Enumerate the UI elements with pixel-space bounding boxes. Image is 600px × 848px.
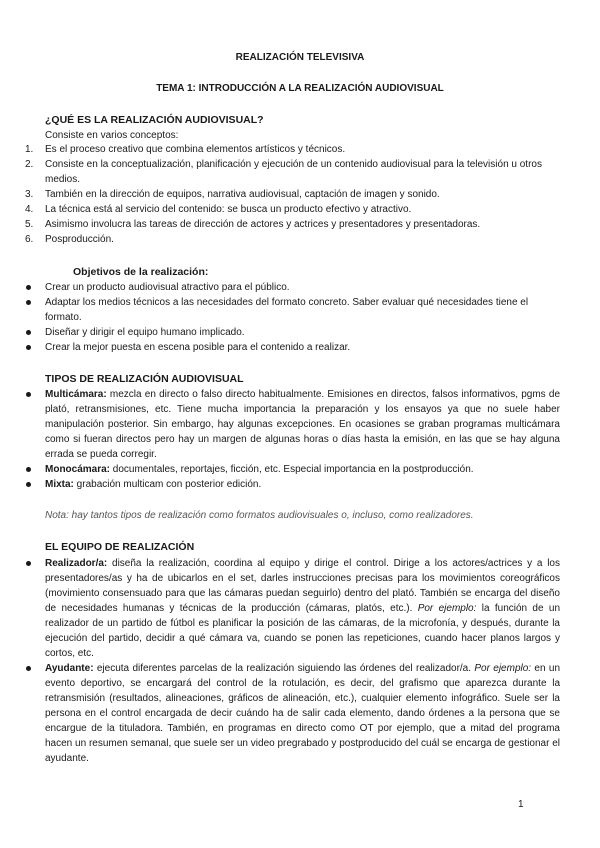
list-item: 6. Posproducción. [25, 234, 114, 245]
bullet-icon [26, 467, 31, 472]
bullet-icon [26, 482, 31, 487]
document-subtitle: TEMA 1: INTRODUCCIÓN A LA REALIZACIÓN AUDIOVISUAL [156, 83, 444, 94]
document-title: REALIZACIÓN TELEVISIVA [235, 52, 365, 63]
team-heading: EL EQUIPO DE REALIZACIÓN [45, 541, 195, 553]
list-item: Crear un producto audiovisual atractivo para el público. [45, 280, 560, 295]
bullet-list-types [45, 387, 560, 492]
numbered-list-concepts [25, 142, 560, 247]
list-number: 5. [25, 219, 34, 230]
objectives-heading: Objetivos de la realización: [73, 266, 209, 278]
list-item: 1. Es el proceso creativo que combina elementos artísticos y técnicos. [25, 144, 346, 155]
list-item: Diseñar y dirigir el equipo humano implicado. [45, 325, 560, 340]
page-number: 1 [518, 799, 524, 810]
list-item: Realizador/a: diseña la realización, coordina al equipo y dirige el control. Dirige a los actores/actrices y a los presentadores/as y ha de ubicarlos en el set, darles instrucciones precisas para los movimientos coreográficos (movimiento consensuado para que las cámaras puedan seguirlo) dentro del plató. También se encarga del diseño de necesidades humanas y técnicas de la producción (cámaras, platós, etc.). Por ejemplo: la función de un realizador de un partido de fútbol es planificar la posición de las cámaras, de la microfonía, y después, durante la ejecución del partido, decidir a qué cámara va, cuando se ponen las repeticiones, cuando hacer planos largos y cortos, etc. [45, 556, 560, 661]
list-item: Adaptar los medios técnicos a las necesidades del formato concreto. Saber evaluar qué necesidades tiene el formato. [45, 295, 560, 325]
bullet-icon [26, 300, 31, 305]
bullet-icon [26, 392, 31, 397]
section-intro: Consiste en varios conceptos: [45, 130, 179, 141]
list-item: 3. También en la dirección de equipos, narrativa audiovisual, captación de imagen y sonido. [25, 189, 440, 200]
list-number: 4. [25, 204, 34, 215]
list-item: 2. Consiste en la conceptualización, planificación y ejecución de un contenido audiovisual para la televisión u otros medios. [25, 159, 542, 185]
list-item: Mixta: grabación multicam con posterior edición. [45, 477, 560, 492]
list-number: 2. [25, 159, 34, 170]
list-item: Multicámara: mezcla en directo o falso directo habitualmente. Emisiones en directos, falsos informativos, pgms de plató, retransmisiones, etc. Tiene mucha importancia la preparación y los ensayos ya que no suele haber manipulación posterior. Sin embargo, hay algunas excepciones. En ocasiones se graban programas multicámara como si fueran directos pero hay un margen de algunas horas o días hasta la emisión, en las que se hay alguna errada se pueda corregir. [45, 387, 560, 462]
bullet-list-team [45, 556, 560, 766]
bullet-icon [26, 285, 31, 290]
list-item: 5. Asimismo involucra las tareas de dirección de actores y actrices y presentadores y presentadoras. [25, 219, 481, 230]
list-item: Monocámara: documentales, reportajes, ficción, etc. Especial importancia en la postproducción. [45, 462, 560, 477]
list-number: 6. [25, 234, 34, 245]
list-item: Crear la mejor puesta en escena posible para el contenido a realizar. [45, 340, 560, 355]
bullet-icon [26, 561, 31, 566]
bullet-icon [26, 345, 31, 350]
list-item: 4. La técnica está al servicio del contenido: se busca un producto efectivo y atractivo. [25, 204, 412, 215]
types-note: Nota: hay tantos tipos de realización como formatos audiovisuales o, incluso, como realizadores. [45, 510, 474, 521]
bullet-icon [26, 330, 31, 335]
list-number: 3. [25, 189, 34, 200]
list-item: Ayudante: ejecuta diferentes parcelas de la realización siguiendo las órdenes del realizador/a. Por ejemplo: en un evento deportivo, se encargará del control de la rotulación, es decir, del grafismo que aparezca durante la retransmisión (resultados, alineaciones, gráficos de alineación, etc.), cualquier elemento infográfico. Suele ser la persona en el control encargada de decir cuándo ha de salir cada elemento, dando órdenes a la persona que se encargue de la tituladora. También, en programas en directo como OT por ejemplo, que a mitad del programa hacen un resumen semanal, que suele ser un video pregrabado y postproducido del cuál se encarga de gestionar el ayudante. [45, 661, 560, 766]
list-number: 1. [25, 144, 34, 155]
bullet-icon [26, 666, 31, 671]
section-heading-what-is: ¿QUÉ ES LA REALIZACIÓN AUDIOVISUAL? [45, 114, 264, 126]
types-heading: TIPOS DE REALIZACIÓN AUDIOVISUAL [45, 373, 244, 385]
bullet-list-objectives [45, 280, 560, 355]
